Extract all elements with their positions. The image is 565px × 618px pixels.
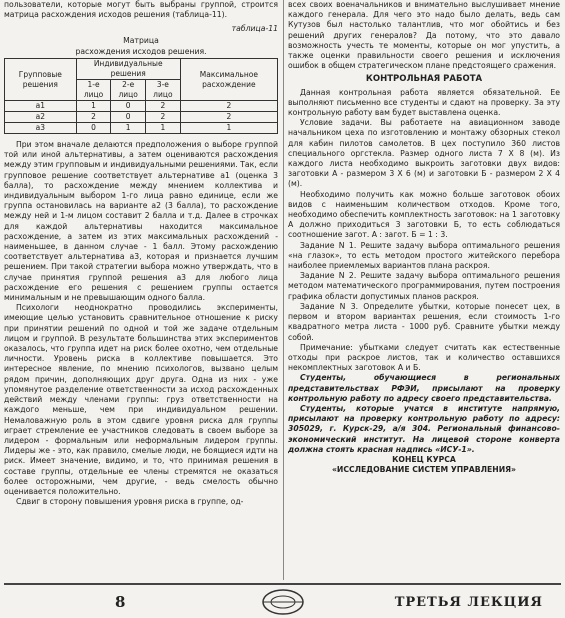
left-column — [4, 0, 278, 507]
task-2-paragraph: Задание N 2. Решите задачу выбора оптимального решения методом математического программирования, путем построения графика области допустимых планов раскроя. — [288, 271, 560, 301]
table-row — [5, 123, 278, 134]
table-cell: 1 — [180, 123, 277, 134]
page-number: 8 — [115, 593, 126, 611]
mismatch-matrix-table — [4, 58, 278, 134]
table-cell: 2 — [76, 112, 111, 123]
table-subheader: 2-е лицо — [111, 80, 146, 101]
table-cell: 2 — [146, 112, 181, 123]
task-3-paragraph: Задание N 3. Определите убытки, которые понесет цех, в первом и втором вариантах решения, если стоимость 1-го квадратного метра листа - 1000 руб. Сравните убытки между собой. — [288, 301, 560, 342]
table-cell: 0 — [76, 123, 111, 134]
body-paragraph: Данная контрольная работа является обязательной. Ее выполняют письменно все студенты и сдают на проверку. За эту контрольную работу вам будет выставлена оценка. — [288, 87, 560, 118]
body-paragraph: Психологи неоднократно проводились эксперименты, имеющие целью установить сравнительное отношение к риску при принятии решений по одной и той же задаче отдельным лицом и группой. В результате большинства этих экспериментов оказалось, что группа идет на риск более охотно, чем отдельные личности. Уровень риска в коллективе повышается. Это интересное явление, по мнению психологов, вызвано целым рядом причин, дополняющих друг друга. Одна из них - уже упомянутое разделение ответственности за исход расхожденных действий между членами группы: груз ответственности на каждого меньше, чем при индивидуальном решении. Немаловажную роль в этом сдвиге уровня риска для группы играет стремление ее участников следовать в своем выборе за лидером - формальным или неформальным лидером группы. Лидеры же - это, как правило, смелые люди, не боящиеся идти на риск. Имеет значение, видимо, и то, что принимая решения в составе группы, отдельные ее члены стремятся не оказаться более осторожными, чем другие, - ведь смелость обычно оценивается положительно. — [4, 303, 278, 496]
table-header-group: Групповые решения — [5, 59, 77, 101]
note-paragraph: Примечание: убытками следует считать как естественные отходы при раскрое листов, так и количество оставшихся некомплектных заготовок А и Б. — [288, 342, 560, 373]
body-paragraph: Необходимо получить как можно больше заготовок обоих видов с наименьшим количеством отходов. Кроме того, необходимо обеспечить комплектность заготовок: на 1 заготовку А должно приходиться 3 заготовки Б, то есть соблюдаться соотношение загот. А : загот. Б = 1 : 3. — [288, 189, 560, 240]
table-cell: a3 — [5, 123, 77, 134]
intro-paragraph: пользователи, которые могут быть выбраны группой, строится матрица расхождения исходов решения (таблица-11). — [4, 0, 278, 20]
section-heading: КОНТРОЛЬНАЯ РАБОТА — [365, 74, 483, 85]
table-cell: 2 — [180, 101, 277, 112]
rfei-logo-icon — [260, 587, 306, 617]
table-title-line-1: Матрица — [123, 35, 159, 45]
task-1-paragraph: Задание N 1. Решите задачу выбора оптимального решения «на глазок», то есть методом простого житейского перебора наиболее приемлемых вариантов плана раскроя. — [288, 240, 560, 271]
course-end-line-2: «ИССЛЕДОВАНИЕ СИСТЕМ УПРАВЛЕНИЯ» — [331, 465, 517, 475]
course-end-line-1: КОНЕЦ КУРСА — [392, 454, 456, 464]
table-cell: 0 — [111, 101, 146, 112]
task-condition-paragraph: Условие задачи. Вы работаете на авиационном заводе начальником цеха по изготовлению и монтажу обзорных стекол для кабин пилотов самолетов. В цех поступило 360 листов специального оргстекла. Размер одного листа 7 X 8 (м). Из каждого листа необходимо выкроить заготовки двух видов: заготовки А - размером 3 X 6 (м) и заготовки Б - размером 2 X 4 (м). — [288, 118, 560, 189]
table-cell: 2 — [146, 101, 181, 112]
body-paragraph: Сдвиг в сторону повышения уровня риска в группе, од- — [16, 497, 244, 507]
table-row — [5, 101, 278, 112]
table-row — [5, 112, 278, 123]
body-paragraph: При этом вначале делаются предположения о выборе группой той или иной альтернативы, а затем оцениваются расхождения между этим групповым и индивидуальными решениями. Так, если групповое решение соответствует альтернативе a1 (оценка 3 балла), то расхождение между мнением коллектива и индивидуальным выбором 1-го лица равно единице, если же группа остановилась на варианте a2 (3 балла), то расхождение между ней и 1-м лицом составит 2 балла и т.д. Далее в строчках для каждой альтернативы находится максимальное расхождение, а затем из этих максимальных расхождений - наименьшее, в данном случае - 1 балл. Этому расхождению соответствует альтернатива a3, которая и признается лучшим решением. При такой стратегии выбора можно утверждать, что в случае принятия группой решения a3 для любого лица расхождение его решения с решением группы остается минимальным и не превышающим одного балла. — [4, 140, 278, 303]
table-cell: 1 — [76, 101, 111, 112]
column-divider — [283, 0, 284, 580]
lecture-title: ТРЕТЬЯ ЛЕКЦИЯ — [394, 595, 543, 610]
table-subheader: 3-е лицо — [146, 80, 181, 101]
body-paragraph: всех своих военачальников и внимательно выслушивает мнение каждого генерала. Для чего это надо было делать, ведь сам Кутузов был настолько талантлив, что мог обойтись и без решений других генералов? Да потому, что это давало возможность учесть те моменты, которые он мог упустить, а также оценки правильности своего решения и исключения ошибок в общем стратегическом плане предстоящего сражения. — [288, 0, 560, 71]
regional-students-paragraph: Студенты, обучающиеся в региональных представительствах РФЭИ, присылают на проверку контрольную работу по адресу своего представительства. — [288, 373, 560, 403]
table-cell: 1 — [111, 123, 146, 134]
table-cell: 0 — [111, 112, 146, 123]
page-footer — [0, 583, 565, 618]
table-cell: a2 — [5, 112, 77, 123]
table-subheader: 1-е лицо — [76, 80, 111, 101]
table-title-line-2: расхождения исходов решения. — [75, 46, 207, 56]
table-cell: 1 — [146, 123, 181, 134]
table-header-max: Максимальное расхождение — [180, 59, 277, 101]
footer-rule — [4, 583, 561, 585]
table-caption: таблица-11 — [231, 24, 278, 34]
table-header-individual: Индивидуальные решения — [76, 59, 180, 80]
table-cell: a1 — [5, 101, 77, 112]
direct-students-paragraph: Студенты, которые учатся в институте напрямую, присылают на проверку контрольную работу по адресу: 305029, г. Курск-29, а/я 304. Региональный финансово-экономический институт. На лицевой стороне конверта должна стоять красная надпись «ИСУ-1». — [288, 403, 560, 454]
right-column — [288, 0, 560, 475]
table-cell: 2 — [180, 112, 277, 123]
